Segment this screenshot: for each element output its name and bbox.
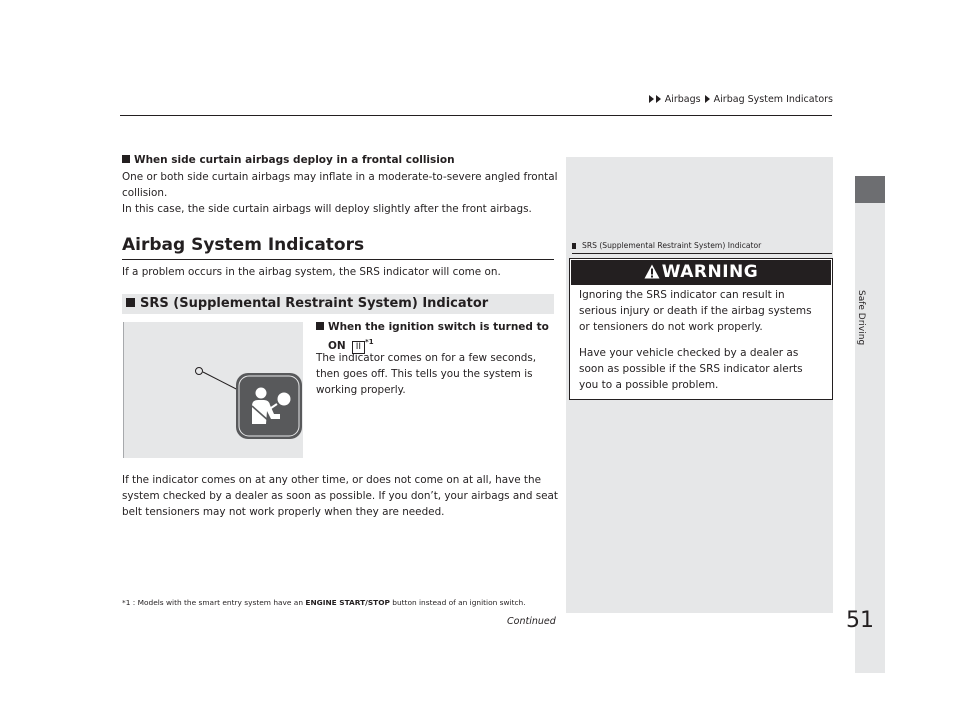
ignition-on-label: ON <box>328 340 346 352</box>
footnote <box>122 598 526 607</box>
breadcrumb-arrow-icon <box>649 95 654 103</box>
breadcrumb-item-airbags[interactable]: Airbags <box>664 94 701 105</box>
section-divider <box>122 259 554 260</box>
breadcrumb-arrow-icon <box>656 95 661 103</box>
warning-line: Ignoring the SRS indicator can result in <box>579 289 785 301</box>
warning-paragraph-2 <box>579 345 826 393</box>
warning-triangle-icon <box>644 264 660 279</box>
paragraph-indicator-other <box>122 472 558 520</box>
sidebar-title[interactable] <box>572 241 761 250</box>
reference-marker-icon <box>572 243 580 249</box>
ignition-heading-text: When the ignition switch is turned to <box>328 321 549 333</box>
srs-indicator-heading <box>122 294 554 314</box>
ignition-paragraph <box>316 350 556 398</box>
chapter-tab-label[interactable]: Safe Driving <box>856 290 866 346</box>
paragraph-line: system checked by a dealer as soon as possible. If you don’t, your airbags and seat <box>122 490 558 502</box>
paragraph-line: If the indicator comes on at any other time, or does not come on at all, have the <box>122 474 541 486</box>
srs-indicator-illustration <box>123 322 303 458</box>
header-divider <box>120 115 832 116</box>
ignition-subheading <box>316 320 556 354</box>
warning-line: serious injury or death if the airbag systems <box>579 305 812 317</box>
footnote-text-start: Models with the smart entry system have an <box>137 598 304 607</box>
sidebar-title-text: SRS (Supplemental Restraint System) Indicator <box>582 241 762 250</box>
square-bullet-icon <box>122 155 130 163</box>
continued-label: Continued <box>507 616 556 627</box>
paragraph-line: working properly. <box>316 384 406 396</box>
warning-label: WARNING <box>661 262 759 282</box>
footnote-mark: *1 : <box>122 598 136 607</box>
paragraph-line: then goes off. This tells you the system is <box>316 368 533 380</box>
page-number: 51 <box>846 608 874 633</box>
intro-text: If a problem occurs in the airbag system, the SRS indicator will come on. <box>122 266 501 278</box>
chapter-tab-marker[interactable] <box>855 176 885 203</box>
subheading-text: When side curtain airbags deploy in a frontal collision <box>134 154 455 166</box>
warning-paragraph-1 <box>579 287 826 335</box>
warning-line: soon as possible if the SRS indicator alerts <box>579 363 803 375</box>
footnote-reference: *1 <box>365 338 374 346</box>
ignition-position-box: II <box>352 341 365 354</box>
warning-line: or tensioners do not work properly. <box>579 321 763 333</box>
paragraph-line: collision. <box>122 187 168 199</box>
footnote-bold-term: ENGINE START/STOP <box>305 598 390 607</box>
warning-line: Have your vehicle checked by a dealer as <box>579 347 799 359</box>
breadcrumb-arrow-icon <box>705 95 710 103</box>
breadcrumb-item-indicators[interactable]: Airbag System Indicators <box>713 94 833 105</box>
paragraph-line: belt tensioners may not work properly when they are needed. <box>122 506 445 518</box>
footnote-text-end: button instead of an ignition switch. <box>392 598 526 607</box>
chapter-tab-strip <box>855 203 885 673</box>
paragraph-line: In this case, the side curtain airbags will deploy slightly after the front airbags. <box>122 203 532 215</box>
srs-dashboard-icon <box>124 322 304 458</box>
warning-box <box>569 258 833 400</box>
breadcrumb <box>648 94 833 105</box>
sidebar-divider <box>572 253 832 254</box>
square-bullet-icon <box>126 298 135 307</box>
paragraph-line: The indicator comes on for a few seconds, <box>316 352 537 364</box>
paragraph-line: One or both side curtain airbags may inflate in a moderate-to-severe angled frontal <box>122 171 558 183</box>
square-bullet-icon <box>316 322 324 330</box>
warning-line: you to a possible problem. <box>579 379 719 391</box>
srs-heading-text: SRS (Supplemental Restraint System) Indicator <box>140 296 489 311</box>
subheading-side-curtain <box>122 154 558 166</box>
section-title: Airbag System Indicators <box>122 235 365 255</box>
paragraph-side-curtain <box>122 169 558 217</box>
warning-header <box>571 260 831 285</box>
